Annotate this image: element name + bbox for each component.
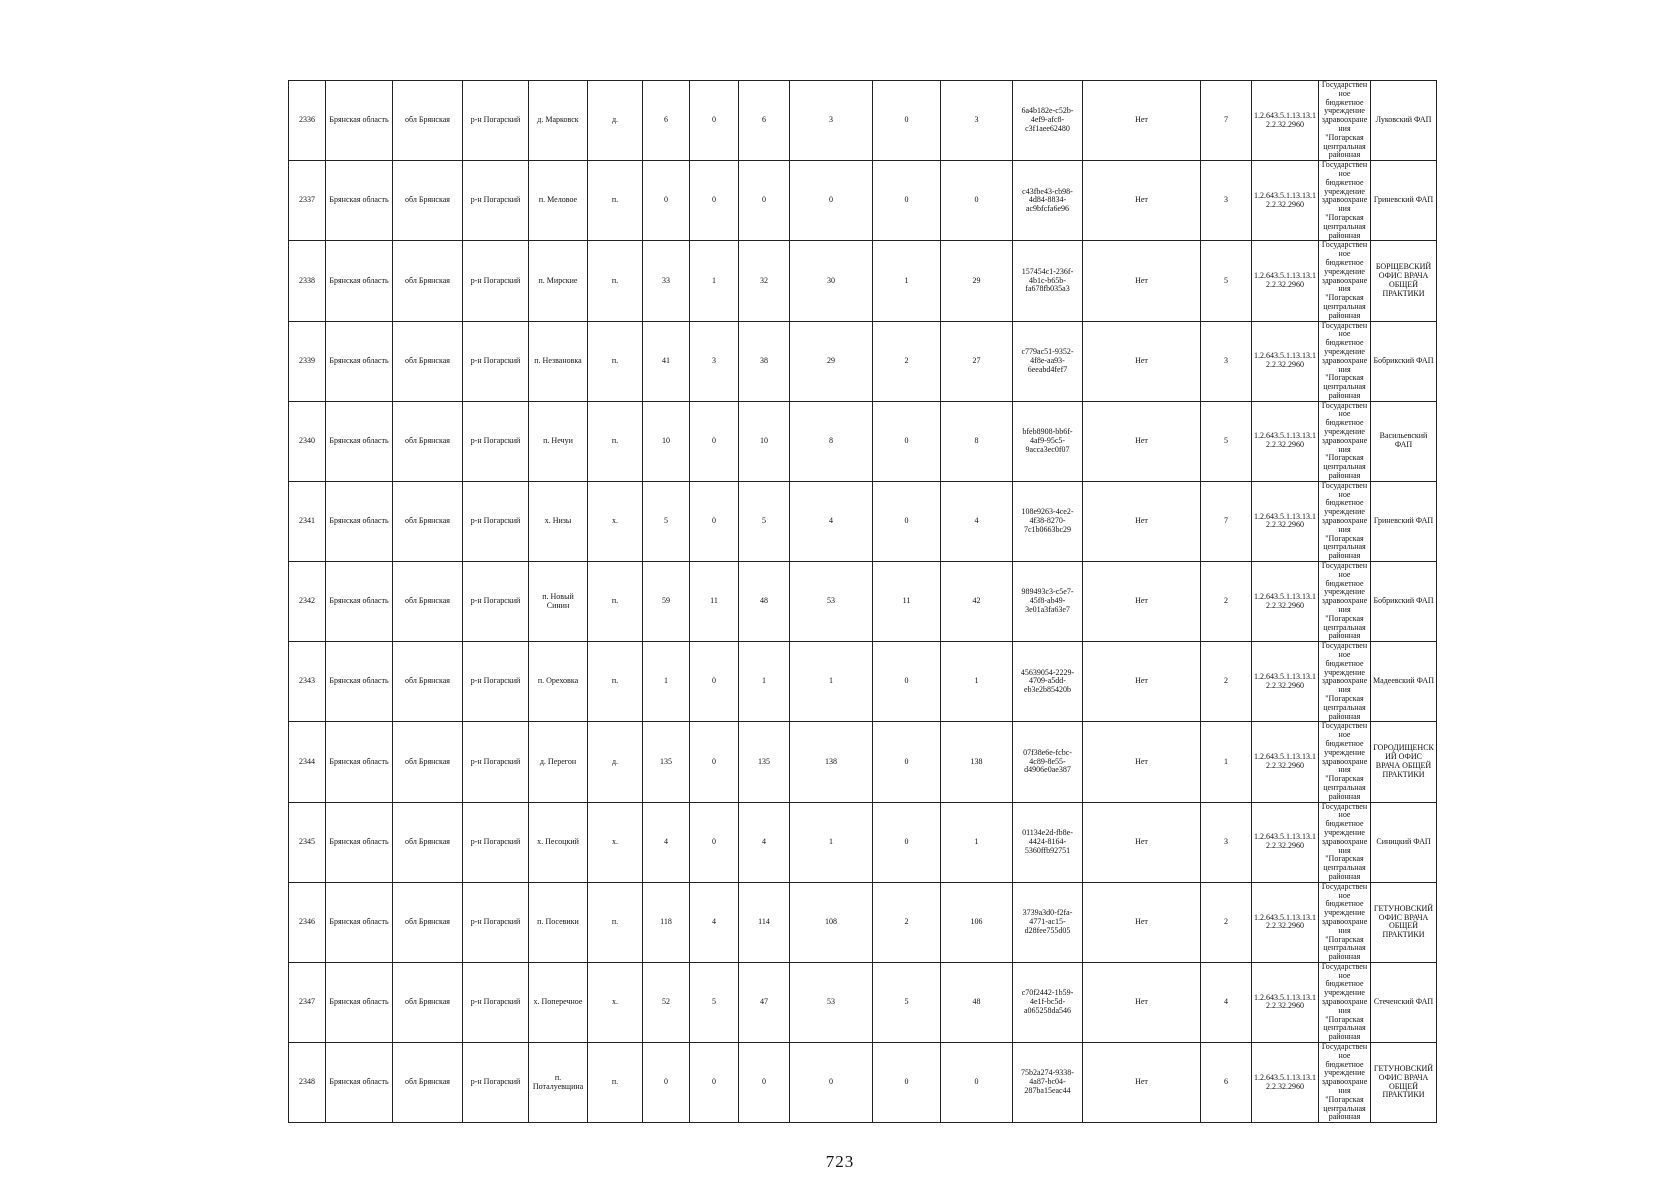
value-1-cell: 33 bbox=[643, 241, 690, 321]
count-cell: 4 bbox=[1201, 962, 1252, 1042]
value-1-cell: 1 bbox=[643, 642, 690, 722]
value-5-cell: 0 bbox=[873, 1043, 941, 1123]
value-2-cell: 0 bbox=[690, 802, 739, 882]
settlement-cell: п. Нечуи bbox=[529, 401, 588, 481]
row-number: 2345 bbox=[289, 802, 326, 882]
district-cell: р-н Погарский bbox=[463, 962, 529, 1042]
settlement-cell: х. Поперечное bbox=[529, 962, 588, 1042]
facility-cell: Бобрикский ФАП bbox=[1371, 562, 1437, 642]
table-row bbox=[289, 962, 1437, 1042]
value-1-cell: 118 bbox=[643, 882, 690, 962]
settlement-cell: п. Поталуевщина bbox=[529, 1043, 588, 1123]
value-6-cell: 8 bbox=[941, 401, 1013, 481]
guid-cell: 157454c1-236f-4b1c-b65b-fa678fb035a3 bbox=[1013, 241, 1083, 321]
value-6-cell: 42 bbox=[941, 562, 1013, 642]
region-cell: Брянская область bbox=[326, 562, 393, 642]
value-4-cell: 53 bbox=[790, 962, 873, 1042]
value-3-cell: 1 bbox=[739, 642, 790, 722]
region-short-cell: обл Брянская bbox=[393, 481, 463, 561]
value-1-cell: 59 bbox=[643, 562, 690, 642]
facility-cell: Синицкий ФАП bbox=[1371, 802, 1437, 882]
institution-cell: Государственное бюджетное учреждение здравоохранения "Погарская центральная районная bbox=[1319, 722, 1371, 802]
value-6-cell: 3 bbox=[941, 81, 1013, 161]
value-1-cell: 135 bbox=[643, 722, 690, 802]
value-4-cell: 53 bbox=[790, 562, 873, 642]
region-cell: Брянская область bbox=[326, 802, 393, 882]
table-row bbox=[289, 161, 1437, 241]
value-5-cell: 0 bbox=[873, 81, 941, 161]
value-6-cell: 27 bbox=[941, 321, 1013, 401]
value-4-cell: 0 bbox=[790, 1043, 873, 1123]
value-2-cell: 1 bbox=[690, 241, 739, 321]
district-cell: р-н Погарский bbox=[463, 401, 529, 481]
value-5-cell: 5 bbox=[873, 962, 941, 1042]
value-2-cell: 3 bbox=[690, 321, 739, 401]
table-row bbox=[289, 241, 1437, 321]
oid-cell: 1.2.643.5.1.13.13.12.2.32.2960 bbox=[1252, 562, 1319, 642]
oid-cell: 1.2.643.5.1.13.13.12.2.32.2960 bbox=[1252, 161, 1319, 241]
row-number: 2339 bbox=[289, 321, 326, 401]
value-5-cell: 11 bbox=[873, 562, 941, 642]
value-2-cell: 5 bbox=[690, 962, 739, 1042]
oid-cell: 1.2.643.5.1.13.13.12.2.32.2960 bbox=[1252, 962, 1319, 1042]
value-3-cell: 5 bbox=[739, 481, 790, 561]
row-number: 2344 bbox=[289, 722, 326, 802]
table-row bbox=[289, 642, 1437, 722]
region-short-cell: обл Брянская bbox=[393, 321, 463, 401]
region-short-cell: обл Брянская bbox=[393, 1043, 463, 1123]
value-4-cell: 0 bbox=[790, 161, 873, 241]
value-2-cell: 0 bbox=[690, 722, 739, 802]
count-cell: 7 bbox=[1201, 81, 1252, 161]
table-row bbox=[289, 1043, 1437, 1123]
institution-cell: Государственное бюджетное учреждение здравоохранения "Погарская центральная районная bbox=[1319, 962, 1371, 1042]
flag-cell: Нет bbox=[1083, 81, 1201, 161]
value-2-cell: 4 bbox=[690, 882, 739, 962]
guid-cell: bfeb8908-bb6f-4af9-95c5-9acca3ec0f07 bbox=[1013, 401, 1083, 481]
flag-cell: Нет bbox=[1083, 802, 1201, 882]
settlement-type-cell: д. bbox=[588, 81, 643, 161]
value-6-cell: 0 bbox=[941, 1043, 1013, 1123]
value-5-cell: 0 bbox=[873, 802, 941, 882]
settlement-type-cell: п. bbox=[588, 161, 643, 241]
value-1-cell: 0 bbox=[643, 1043, 690, 1123]
settlement-type-cell: х. bbox=[588, 481, 643, 561]
registry-table bbox=[288, 80, 1437, 1123]
value-3-cell: 38 bbox=[739, 321, 790, 401]
value-1-cell: 52 bbox=[643, 962, 690, 1042]
oid-cell: 1.2.643.5.1.13.13.12.2.32.2960 bbox=[1252, 321, 1319, 401]
value-1-cell: 4 bbox=[643, 802, 690, 882]
table-row bbox=[289, 722, 1437, 802]
settlement-type-cell: п. bbox=[588, 642, 643, 722]
district-cell: р-н Погарский bbox=[463, 161, 529, 241]
settlement-cell: х. Низы bbox=[529, 481, 588, 561]
settlement-type-cell: п. bbox=[588, 401, 643, 481]
facility-cell: Стеченский ФАП bbox=[1371, 962, 1437, 1042]
registry-rows bbox=[289, 81, 1437, 1123]
row-number: 2342 bbox=[289, 562, 326, 642]
region-short-cell: обл Брянская bbox=[393, 882, 463, 962]
facility-cell: Гриневский ФАП bbox=[1371, 481, 1437, 561]
table-row bbox=[289, 321, 1437, 401]
oid-cell: 1.2.643.5.1.13.13.12.2.32.2960 bbox=[1252, 481, 1319, 561]
facility-cell: Гриневский ФАП bbox=[1371, 161, 1437, 241]
table-row bbox=[289, 882, 1437, 962]
oid-cell: 1.2.643.5.1.13.13.12.2.32.2960 bbox=[1252, 241, 1319, 321]
count-cell: 5 bbox=[1201, 401, 1252, 481]
flag-cell: Нет bbox=[1083, 962, 1201, 1042]
value-5-cell: 0 bbox=[873, 161, 941, 241]
settlement-type-cell: х. bbox=[588, 802, 643, 882]
oid-cell: 1.2.643.5.1.13.13.12.2.32.2960 bbox=[1252, 401, 1319, 481]
facility-cell: БОРЩЕВСКИЙ ОФИС ВРАЧА ОБЩЕЙ ПРАКТИКИ bbox=[1371, 241, 1437, 321]
oid-cell: 1.2.643.5.1.13.13.12.2.32.2960 bbox=[1252, 81, 1319, 161]
row-number: 2348 bbox=[289, 1043, 326, 1123]
value-4-cell: 30 bbox=[790, 241, 873, 321]
institution-cell: Государственное бюджетное учреждение здравоохранения "Погарская центральная районная bbox=[1319, 882, 1371, 962]
institution-cell: Государственное бюджетное учреждение здравоохранения "Погарская центральная районная bbox=[1319, 642, 1371, 722]
count-cell: 3 bbox=[1201, 161, 1252, 241]
count-cell: 1 bbox=[1201, 722, 1252, 802]
guid-cell: 45639054-2229-4709-a5dd-eb3e2b85420b bbox=[1013, 642, 1083, 722]
region-cell: Брянская область bbox=[326, 81, 393, 161]
value-4-cell: 138 bbox=[790, 722, 873, 802]
count-cell: 5 bbox=[1201, 241, 1252, 321]
region-cell: Брянская область bbox=[326, 241, 393, 321]
value-2-cell: 0 bbox=[690, 401, 739, 481]
value-3-cell: 0 bbox=[739, 161, 790, 241]
value-5-cell: 0 bbox=[873, 722, 941, 802]
row-number: 2347 bbox=[289, 962, 326, 1042]
district-cell: р-н Погарский bbox=[463, 882, 529, 962]
guid-cell: 07f38e6e-fcbc-4c89-8e55-d4906e0ae387 bbox=[1013, 722, 1083, 802]
value-1-cell: 5 bbox=[643, 481, 690, 561]
institution-cell: Государственное бюджетное учреждение здравоохранения "Погарская центральная районная bbox=[1319, 401, 1371, 481]
facility-cell: Бобрикский ФАП bbox=[1371, 321, 1437, 401]
count-cell: 2 bbox=[1201, 562, 1252, 642]
institution-cell: Государственное бюджетное учреждение здравоохранения "Погарская центральная районная bbox=[1319, 81, 1371, 161]
region-short-cell: обл Брянская bbox=[393, 722, 463, 802]
row-number: 2337 bbox=[289, 161, 326, 241]
count-cell: 2 bbox=[1201, 642, 1252, 722]
value-1-cell: 10 bbox=[643, 401, 690, 481]
settlement-cell: д. Перегон bbox=[529, 722, 588, 802]
oid-cell: 1.2.643.5.1.13.13.12.2.32.2960 bbox=[1252, 802, 1319, 882]
institution-cell: Государственное бюджетное учреждение здравоохранения "Погарская центральная районная bbox=[1319, 481, 1371, 561]
value-5-cell: 2 bbox=[873, 882, 941, 962]
guid-cell: 989493c3-c5e7-45f8-ab49-3e01a3fa63e7 bbox=[1013, 562, 1083, 642]
region-short-cell: обл Брянская bbox=[393, 802, 463, 882]
guid-cell: c70f2442-1b59-4e1f-bc5d-a065258da546 bbox=[1013, 962, 1083, 1042]
value-3-cell: 114 bbox=[739, 882, 790, 962]
row-number: 2336 bbox=[289, 81, 326, 161]
value-4-cell: 1 bbox=[790, 802, 873, 882]
institution-cell: Государственное бюджетное учреждение здравоохранения "Погарская центральная районная bbox=[1319, 1043, 1371, 1123]
settlement-cell: п. Незвановка bbox=[529, 321, 588, 401]
count-cell: 6 bbox=[1201, 1043, 1252, 1123]
document-sheet bbox=[288, 80, 1436, 1123]
row-number: 2343 bbox=[289, 642, 326, 722]
value-2-cell: 0 bbox=[690, 81, 739, 161]
flag-cell: Нет bbox=[1083, 562, 1201, 642]
table-row bbox=[289, 481, 1437, 561]
settlement-type-cell: п. bbox=[588, 241, 643, 321]
district-cell: р-н Погарский bbox=[463, 802, 529, 882]
settlement-cell: п. Мирские bbox=[529, 241, 588, 321]
table-row bbox=[289, 562, 1437, 642]
flag-cell: Нет bbox=[1083, 321, 1201, 401]
value-6-cell: 29 bbox=[941, 241, 1013, 321]
region-short-cell: обл Брянская bbox=[393, 962, 463, 1042]
value-3-cell: 10 bbox=[739, 401, 790, 481]
value-6-cell: 4 bbox=[941, 481, 1013, 561]
district-cell: р-н Погарский bbox=[463, 81, 529, 161]
value-6-cell: 48 bbox=[941, 962, 1013, 1042]
value-2-cell: 11 bbox=[690, 562, 739, 642]
flag-cell: Нет bbox=[1083, 1043, 1201, 1123]
row-number: 2341 bbox=[289, 481, 326, 561]
flag-cell: Нет bbox=[1083, 882, 1201, 962]
settlement-type-cell: п. bbox=[588, 321, 643, 401]
row-number: 2340 bbox=[289, 401, 326, 481]
value-6-cell: 106 bbox=[941, 882, 1013, 962]
district-cell: р-н Погарский bbox=[463, 481, 529, 561]
region-cell: Брянская область bbox=[326, 1043, 393, 1123]
settlement-cell: п. Меловое bbox=[529, 161, 588, 241]
value-4-cell: 3 bbox=[790, 81, 873, 161]
region-cell: Брянская область bbox=[326, 161, 393, 241]
settlement-cell: д. Марковск bbox=[529, 81, 588, 161]
region-short-cell: обл Брянская bbox=[393, 241, 463, 321]
count-cell: 7 bbox=[1201, 481, 1252, 561]
value-1-cell: 41 bbox=[643, 321, 690, 401]
settlement-type-cell: д. bbox=[588, 722, 643, 802]
value-5-cell: 0 bbox=[873, 401, 941, 481]
settlement-type-cell: п. bbox=[588, 882, 643, 962]
region-short-cell: обл Брянская bbox=[393, 642, 463, 722]
flag-cell: Нет bbox=[1083, 722, 1201, 802]
row-number: 2346 bbox=[289, 882, 326, 962]
value-3-cell: 4 bbox=[739, 802, 790, 882]
value-4-cell: 29 bbox=[790, 321, 873, 401]
facility-cell: ГОРОДИЩЕНСКИЙ ОФИС ВРАЧА ОБЩЕЙ ПРАКТИКИ bbox=[1371, 722, 1437, 802]
settlement-type-cell: х. bbox=[588, 962, 643, 1042]
value-3-cell: 135 bbox=[739, 722, 790, 802]
value-4-cell: 108 bbox=[790, 882, 873, 962]
district-cell: р-н Погарский bbox=[463, 321, 529, 401]
guid-cell: 3739a3d0-f2fa-4771-ac15-d28fee755d05 bbox=[1013, 882, 1083, 962]
value-1-cell: 6 bbox=[643, 81, 690, 161]
value-3-cell: 32 bbox=[739, 241, 790, 321]
facility-cell: ГЕТУНОВСКИЙ ОФИС ВРАЧА ОБЩЕЙ ПРАКТИКИ bbox=[1371, 1043, 1437, 1123]
settlement-cell: п. Новый Синин bbox=[529, 562, 588, 642]
value-3-cell: 47 bbox=[739, 962, 790, 1042]
institution-cell: Государственное бюджетное учреждение здравоохранения "Погарская центральная районная bbox=[1319, 562, 1371, 642]
value-5-cell: 2 bbox=[873, 321, 941, 401]
flag-cell: Нет bbox=[1083, 241, 1201, 321]
value-2-cell: 0 bbox=[690, 642, 739, 722]
region-cell: Брянская область bbox=[326, 481, 393, 561]
institution-cell: Государственное бюджетное учреждение здравоохранения "Погарская центральная районная bbox=[1319, 321, 1371, 401]
district-cell: р-н Погарский bbox=[463, 722, 529, 802]
guid-cell: 01134e2d-fb8e-4424-8164-5360ffb92751 bbox=[1013, 802, 1083, 882]
oid-cell: 1.2.643.5.1.13.13.12.2.32.2960 bbox=[1252, 882, 1319, 962]
value-6-cell: 0 bbox=[941, 161, 1013, 241]
guid-cell: c779ac51-9352-4f8e-aa93-6eeabd4fef7 bbox=[1013, 321, 1083, 401]
value-6-cell: 138 bbox=[941, 722, 1013, 802]
row-number: 2338 bbox=[289, 241, 326, 321]
institution-cell: Государственное бюджетное учреждение здравоохранения "Погарская центральная районная bbox=[1319, 241, 1371, 321]
region-cell: Брянская область bbox=[326, 962, 393, 1042]
institution-cell: Государственное бюджетное учреждение здравоохранения "Погарская центральная районная bbox=[1319, 161, 1371, 241]
oid-cell: 1.2.643.5.1.13.13.12.2.32.2960 bbox=[1252, 722, 1319, 802]
value-2-cell: 0 bbox=[690, 161, 739, 241]
settlement-type-cell: п. bbox=[588, 1043, 643, 1123]
region-cell: Брянская область bbox=[326, 722, 393, 802]
flag-cell: Нет bbox=[1083, 401, 1201, 481]
flag-cell: Нет bbox=[1083, 161, 1201, 241]
guid-cell: 75b2a274-9338-4a87-bc04-287ba15eac44 bbox=[1013, 1043, 1083, 1123]
value-5-cell: 1 bbox=[873, 241, 941, 321]
settlement-cell: п. Ореховка bbox=[529, 642, 588, 722]
region-short-cell: обл Брянская bbox=[393, 161, 463, 241]
value-3-cell: 0 bbox=[739, 1043, 790, 1123]
value-2-cell: 0 bbox=[690, 1043, 739, 1123]
district-cell: р-н Погарский bbox=[463, 642, 529, 722]
region-cell: Брянская область bbox=[326, 321, 393, 401]
oid-cell: 1.2.643.5.1.13.13.12.2.32.2960 bbox=[1252, 1043, 1319, 1123]
count-cell: 2 bbox=[1201, 882, 1252, 962]
value-6-cell: 1 bbox=[941, 642, 1013, 722]
facility-cell: Мадеевский ФАП bbox=[1371, 642, 1437, 722]
facility-cell: Луковский ФАП bbox=[1371, 81, 1437, 161]
value-4-cell: 8 bbox=[790, 401, 873, 481]
settlement-type-cell: п. bbox=[588, 562, 643, 642]
count-cell: 3 bbox=[1201, 321, 1252, 401]
table-row bbox=[289, 802, 1437, 882]
facility-cell: ГЕТУНОВСКИЙ ОФИС ВРАЧА ОБЩЕЙ ПРАКТИКИ bbox=[1371, 882, 1437, 962]
region-cell: Брянская область bbox=[326, 401, 393, 481]
region-cell: Брянская область bbox=[326, 642, 393, 722]
flag-cell: Нет bbox=[1083, 642, 1201, 722]
facility-cell: Васильевский ФАП bbox=[1371, 401, 1437, 481]
guid-cell: 108e9263-4ce2-4f38-8270-7c1b0663bc29 bbox=[1013, 481, 1083, 561]
table-row bbox=[289, 401, 1437, 481]
value-2-cell: 0 bbox=[690, 481, 739, 561]
district-cell: р-н Погарский bbox=[463, 1043, 529, 1123]
page-number: 723 bbox=[825, 1152, 855, 1171]
value-4-cell: 1 bbox=[790, 642, 873, 722]
flag-cell: Нет bbox=[1083, 481, 1201, 561]
settlement-cell: п. Посевики bbox=[529, 882, 588, 962]
region-short-cell: обл Брянская bbox=[393, 401, 463, 481]
table-row bbox=[289, 81, 1437, 161]
settlement-cell: х. Песоцкий bbox=[529, 802, 588, 882]
guid-cell: 6a4b182e-c52b-4ef9-afc8-c3f1aee62480 bbox=[1013, 81, 1083, 161]
count-cell: 3 bbox=[1201, 802, 1252, 882]
district-cell: р-н Погарский bbox=[463, 241, 529, 321]
region-short-cell: обл Брянская bbox=[393, 562, 463, 642]
region-short-cell: обл Брянская bbox=[393, 81, 463, 161]
institution-cell: Государственное бюджетное учреждение здравоохранения "Погарская центральная районная bbox=[1319, 802, 1371, 882]
district-cell: р-н Погарский bbox=[463, 562, 529, 642]
value-4-cell: 4 bbox=[790, 481, 873, 561]
value-6-cell: 1 bbox=[941, 802, 1013, 882]
oid-cell: 1.2.643.5.1.13.13.12.2.32.2960 bbox=[1252, 642, 1319, 722]
value-3-cell: 6 bbox=[739, 81, 790, 161]
value-5-cell: 0 bbox=[873, 481, 941, 561]
region-cell: Брянская область bbox=[326, 882, 393, 962]
value-3-cell: 48 bbox=[739, 562, 790, 642]
guid-cell: c43fbe43-cb98-4d84-8834-ac9bfcfa6e96 bbox=[1013, 161, 1083, 241]
value-1-cell: 0 bbox=[643, 161, 690, 241]
value-5-cell: 0 bbox=[873, 642, 941, 722]
